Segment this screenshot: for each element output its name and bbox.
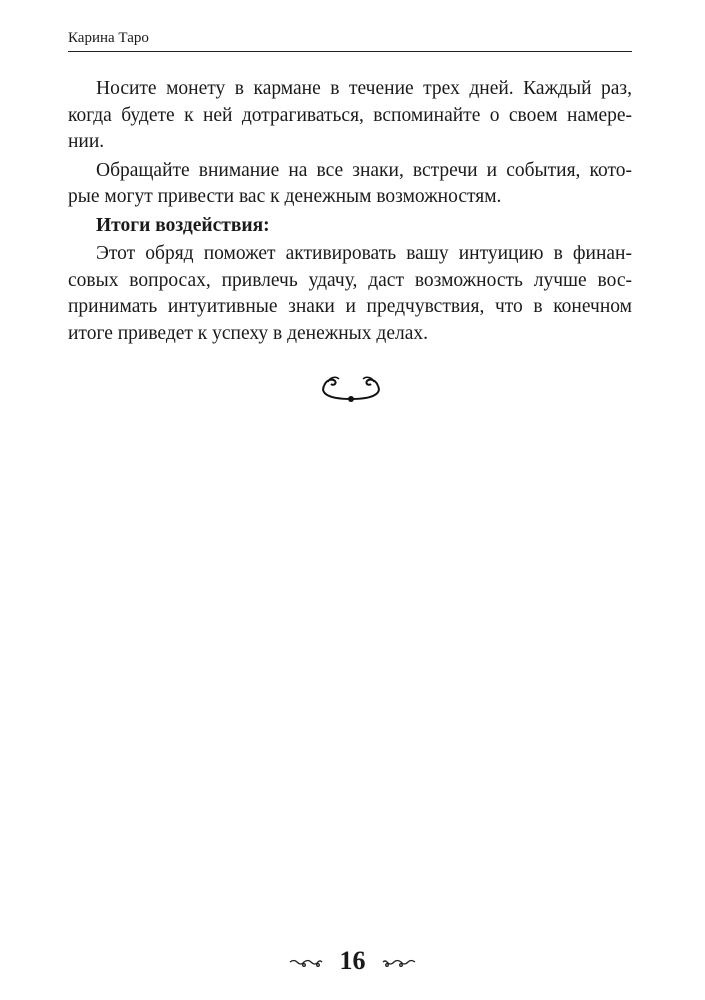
paragraph xyxy=(68,76,632,156)
paragraph xyxy=(68,158,632,211)
page-body xyxy=(68,76,632,347)
text-line: Носите монету в кармане в течение трех дней. Каждый раз, xyxy=(96,78,632,99)
text-line: совых вопросах, привлечь удачу, даст возможность лучше вос- xyxy=(68,269,632,291)
text-line: когда будете к ней дотрагиваться, вспоминайте о своем намере- xyxy=(68,104,632,126)
text-line: принимать интуитивные знаки и предчувствия, что в конечном xyxy=(68,296,632,317)
running-header: Карина Таро xyxy=(68,30,149,46)
section-heading: Итоги воздействия: xyxy=(96,214,270,236)
folio-ornament-left-icon xyxy=(289,958,323,968)
text-line: рые могут привести вас к денежным возможностям. xyxy=(68,186,502,207)
page-footer xyxy=(0,946,705,976)
text-line: Этот обряд поможет активировать вашу интуицию в финан- xyxy=(96,243,632,264)
folio-ornament-right-icon xyxy=(382,958,416,968)
header-rule xyxy=(68,51,632,52)
page-number: 16 xyxy=(339,946,366,975)
text-line: нии. xyxy=(68,131,105,152)
text-line: итоге приведет к успеху в денежных делах. xyxy=(68,322,428,344)
paragraph xyxy=(68,241,632,347)
section-end-ornament-icon xyxy=(318,372,384,406)
text-line: Обращайте внимание на все знаки, встречи и события, кото- xyxy=(96,159,632,181)
